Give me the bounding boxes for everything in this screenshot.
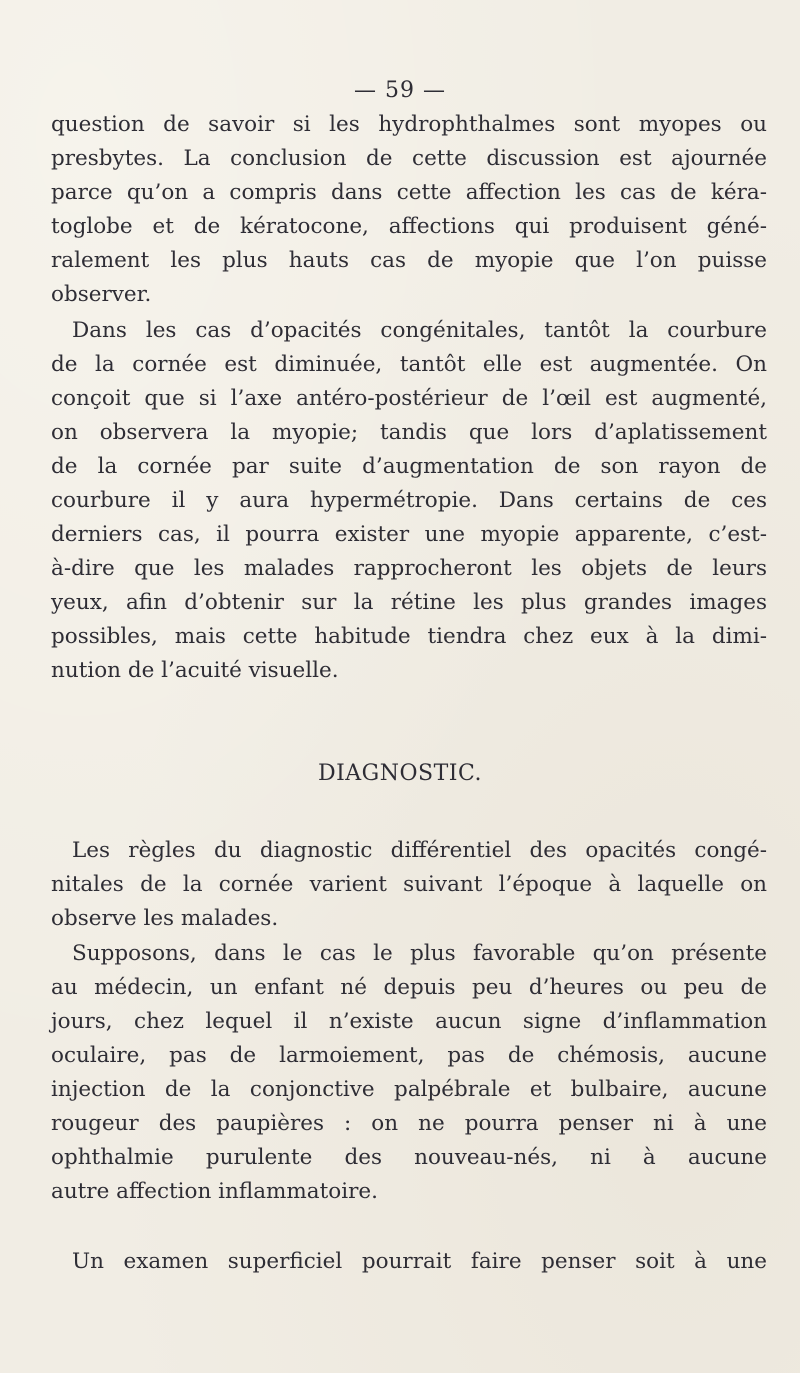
text-line: derniers cas, il pourra exister une myopie apparente, c’est- — [51, 522, 767, 547]
text-line: Les règles du diagnostic différentiel des opacités congé- — [72, 838, 767, 863]
section-heading: DIAGNOSTIC. — [317, 761, 483, 786]
text-line: toglobe et de kératocone, affections qui produisent géné- — [51, 214, 767, 239]
text-line: ophthalmie purulente des nouveau-nés, ni à aucune — [51, 1145, 767, 1170]
text-line: courbure il y aura hypermétropie. Dans certains de ces — [51, 488, 767, 513]
text-line: nitales de la cornée varient suivant l’époque à laquelle on — [51, 872, 767, 897]
paragraph-hydrophthalmes — [51, 108, 767, 312]
text-line: yeux, afin d’obtenir sur la rétine les plus grandes images — [51, 590, 767, 615]
text-line: observe les malades. — [51, 906, 279, 931]
text-line: oculaire, pas de larmoiement, pas de chémosis, aucune — [51, 1043, 767, 1068]
text-line: jours, chez lequel il n’existe aucun signe d’inflammation — [51, 1009, 767, 1034]
text-line: de la cornée est diminuée, tantôt elle est augmentée. On — [51, 352, 767, 377]
page-number: — 59 — — [354, 78, 446, 103]
text-line: observer. — [51, 282, 152, 307]
text-line: de la cornée par suite d’augmentation de son rayon de — [51, 454, 767, 479]
paragraph-supposons — [51, 937, 767, 1209]
text-line: conçoit que si l’axe antéro-postérieur de l’œil est augmenté, — [51, 386, 767, 411]
text-line: parce qu’on a compris dans cette affection les cas de kéra- — [51, 180, 767, 205]
text-line: autre affection inflammatoire. — [51, 1179, 378, 1204]
paragraph-opacites-congenitales — [51, 314, 767, 688]
text-line: Un examen superficiel pourrait faire penser soit à une — [72, 1249, 767, 1274]
text-line: presbytes. La conclusion de cette discussion est ajournée — [51, 146, 767, 171]
text-line: on observera la myopie; tandis que lors d’aplatissement — [51, 420, 767, 445]
text-line: à-dire que les malades rapprocheront les objets de leurs — [51, 556, 767, 581]
text-line: rougeur des paupières : on ne pourra penser ni à une — [51, 1111, 767, 1136]
text-line: injection de la conjonctive palpébrale et bulbaire, aucune — [51, 1077, 767, 1102]
text-line: possibles, mais cette habitude tiendra chez eux à la dimi- — [51, 624, 767, 649]
text-line: question de savoir si les hydrophthalmes sont myopes ou — [51, 112, 767, 137]
text-line: Dans les cas d’opacités congénitales, tantôt la courbure — [72, 318, 767, 343]
text-line: nution de l’acuité visuelle. — [51, 658, 339, 683]
text-line: ralement les plus hauts cas de myopie que l’on puisse — [51, 248, 767, 273]
text-line: au médecin, un enfant né depuis peu d’heures ou peu de — [51, 975, 767, 1000]
text-line: Supposons, dans le cas le plus favorable qu’on présente — [72, 941, 767, 966]
paragraph-regles-diagnostic — [51, 834, 767, 936]
paragraph-examen-superficiel — [51, 1245, 767, 1279]
